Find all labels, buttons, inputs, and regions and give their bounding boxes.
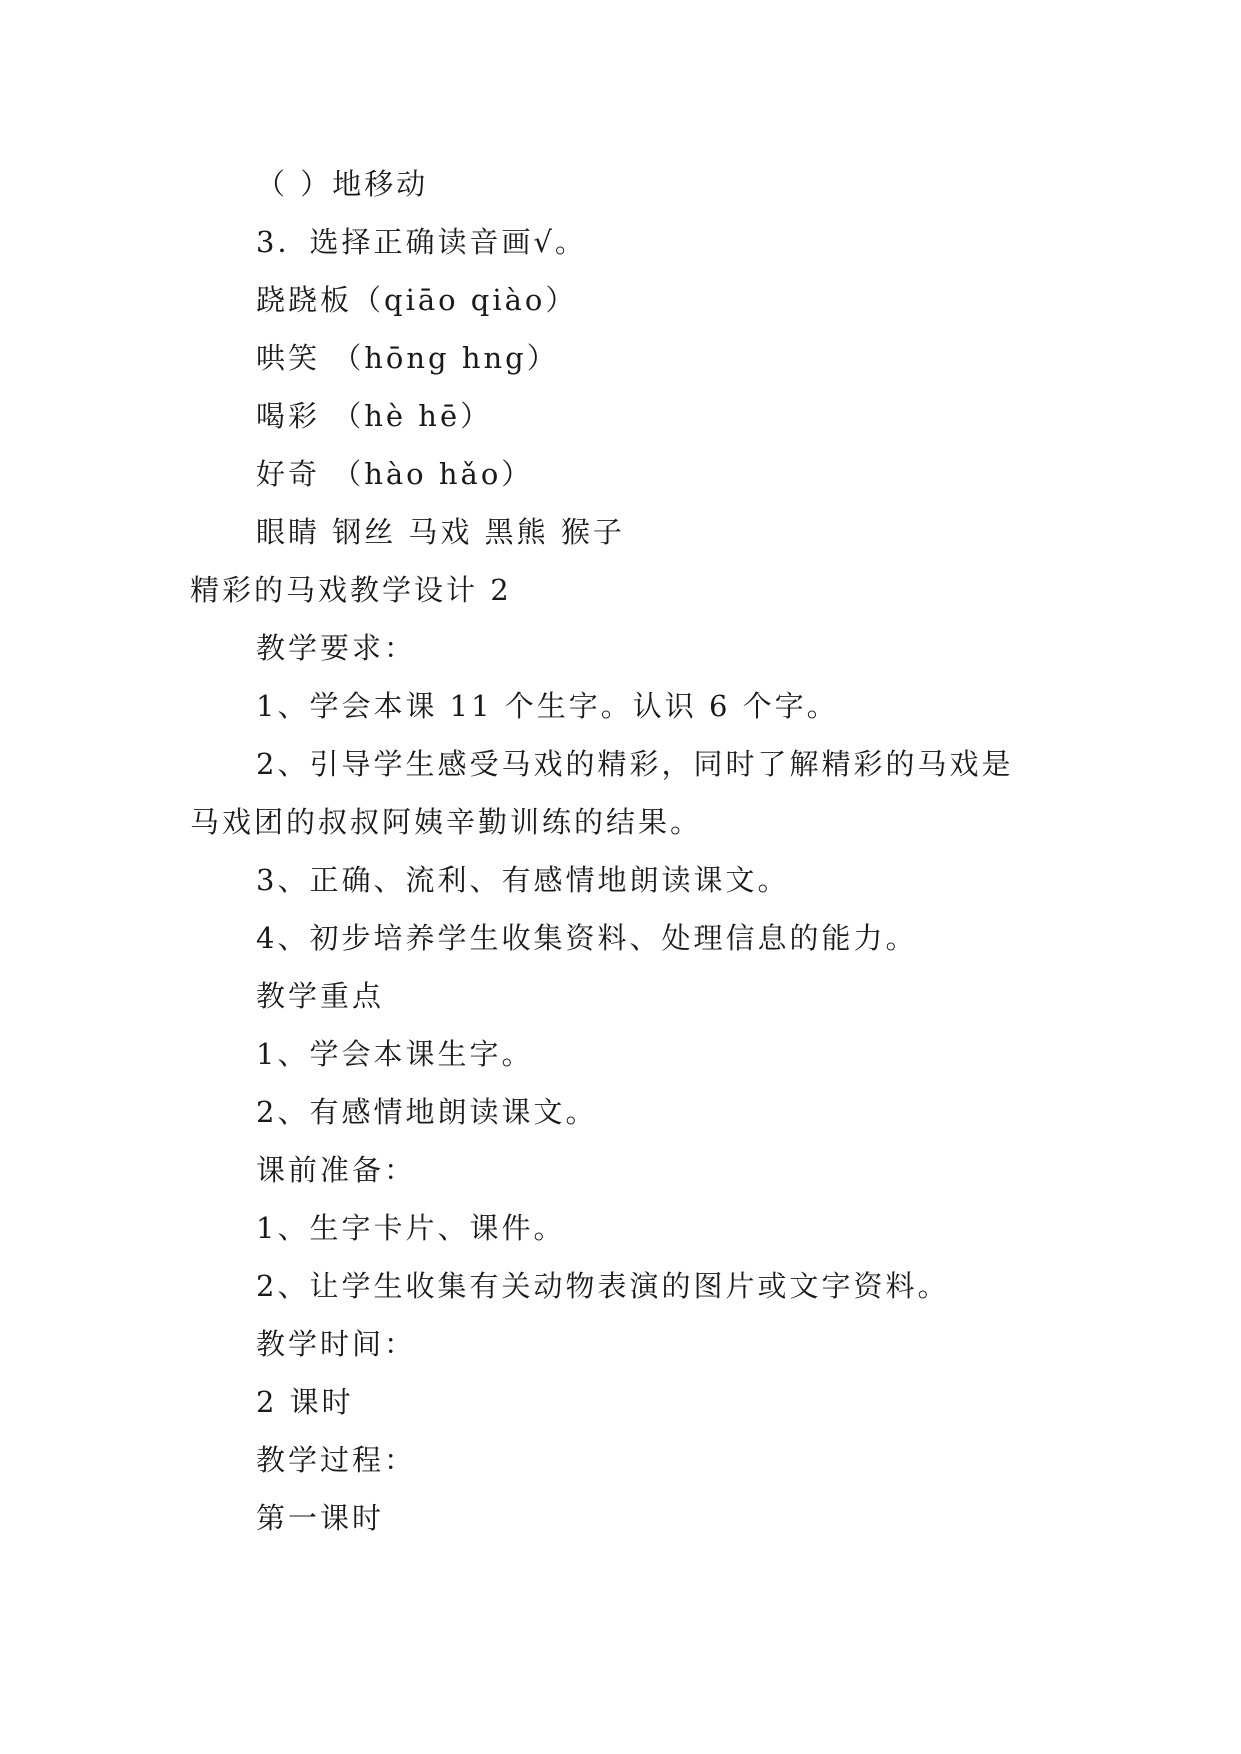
pinyin-item: 哄笑 （hōng hng） bbox=[256, 341, 559, 375]
list-item: 1、生字卡片、课件。 bbox=[256, 1211, 566, 1245]
section-title: 精彩的马戏教学设计 2 bbox=[190, 573, 512, 607]
exercise-heading: 3．选择正确读音画√。 bbox=[256, 225, 587, 259]
list-item: 2、有感情地朗读课文。 bbox=[256, 1095, 598, 1129]
list-item: 1、学会本课 11 个生字。认识 6 个字。 bbox=[256, 689, 839, 723]
subheading: 教学时间： bbox=[256, 1327, 417, 1361]
pinyin-item: 跷跷板（qiāo qiào） bbox=[256, 283, 578, 317]
subheading: 教学重点 bbox=[256, 979, 385, 1013]
pinyin-item: 好奇 （hào hǎo） bbox=[256, 457, 534, 491]
subheading: 课前准备： bbox=[256, 1153, 417, 1187]
list-item: 1、学会本课生字。 bbox=[256, 1037, 534, 1071]
list-item: 4、初步培养学生收集资料、处理信息的能力。 bbox=[256, 921, 918, 955]
list-item-continuation: 马戏团的叔叔阿姨辛勤训练的结果。 bbox=[190, 805, 703, 839]
list-item: 2、让学生收集有关动物表演的图片或文字资料。 bbox=[256, 1269, 950, 1303]
pinyin-item: 喝彩 （hè hē） bbox=[256, 399, 493, 433]
subheading: 教学要求： bbox=[256, 631, 417, 665]
paragraph: 2 课时 bbox=[256, 1385, 354, 1419]
subheading: 教学过程： bbox=[256, 1443, 417, 1477]
list-item: 3、正确、流利、有感情地朗读课文。 bbox=[256, 863, 790, 897]
blank-fill-line: （ ）地移动 bbox=[256, 167, 429, 201]
word-list: 眼睛 钢丝 马戏 黑熊 猴子 bbox=[256, 515, 625, 549]
list-item: 2、引导学生感受马戏的精彩，同时了解精彩的马戏是 bbox=[256, 747, 1014, 781]
subheading: 第一课时 bbox=[256, 1501, 385, 1535]
